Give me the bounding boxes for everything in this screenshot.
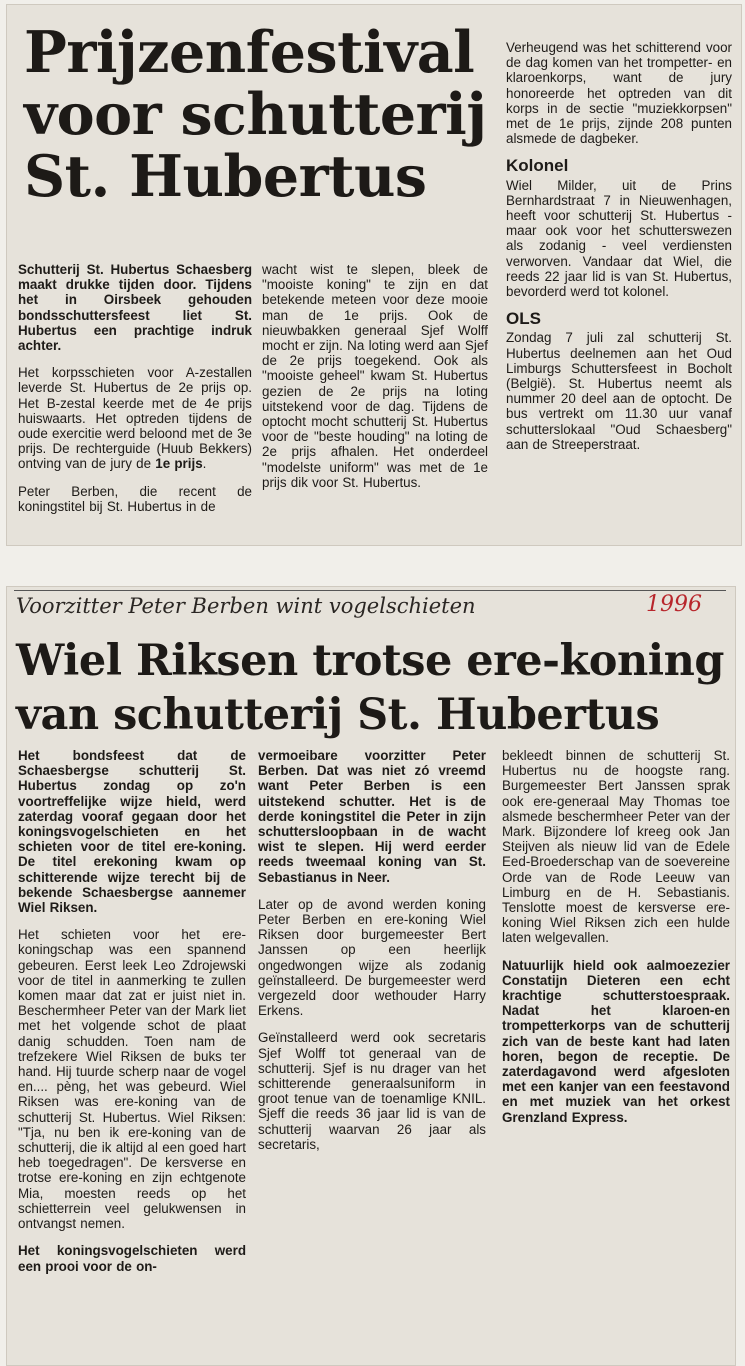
article1-column-1: [18, 262, 252, 526]
article2-column-3: [502, 748, 730, 1137]
newspaper-clipping-1: [6, 4, 742, 546]
kicker-rule: [14, 590, 726, 591]
article2-lead: Het bondsfeest dat de Schaesbergse schutterij St. Hubertus zondag op zo'n voortreffelijke wijze hield, werd zaterdag vooraf gegaan door het koningsvogelschieten en het schieten voor de titel ere-koning. De titel erekoning kwam op schitterende wijze terecht bij de bekende Schaesbergse aannemer Wiel Riksen.: [18, 748, 246, 916]
article2-paragraph-6: Geïnstalleerd werd ook secretaris Sjef Wolff tot generaal van de schutterij. Sjef is nu drager van het schitterende generaalsuniform in groot tenue van de toenamlige KNIL. Sjeff die reeds 36 jaar lid is van de schutterij waarvan 26 jaar als secretaris,: [258, 1030, 486, 1152]
article1-headline: [24, 19, 504, 210]
article2-kicker: Voorzitter Peter Berben wint vogelschieten: [16, 594, 476, 618]
headline-line-1: Prijzenfestival: [24, 19, 475, 86]
headline-line-2: van schutterij St. Hubertus: [16, 690, 660, 740]
article2-paragraph-5: Later op de avond werden koning Peter Berben en ere-koning Wiel Riksen door burgemeester Bert Janssen op een heerlijk ongedwongen wijze als zodanig geïnstalleerd. De burgemeester werd vergezeld door wethouder Harry Erkens.: [258, 896, 486, 1019]
article2-column-2: [258, 748, 486, 1164]
article2-paragraph-8: Natuurlijk hield ook aalmoezezier Constatijn Dieteren een echt krachtige schutterstoespraak. Nadat het klaroen-en trompetterkorps van de schutterij zich van de beste kant had laten horen, begon de receptie. De zaterdagavond werd afgesloten met een kanjer van een feestavond en met muziek van het orkest Grenzland Express.: [502, 957, 730, 1125]
article2-paragraph-7: bekleedt binnen de schutterij St. Hubertus nu de hoogste rang. Burgemeester Bert Janssen sprak ook ere-generaal May Thomas toe alsmede beschermheer Peter van der Mark. Bijzondere lof kreeg ook Jan Steijven als nieuw lid van de Edele Eed-Broederschap van de soevereine Orde van de Rode Leeuw van Limburg en de H. Sebastianis. Tenslotte moest de kersverse ere-koning Wiel Riksen zich een hulde laten welgevallen.: [502, 748, 730, 946]
article1-paragraph-7: Zondag 7 juli zal schutterij St. Hubertus deelnemen aan het Oud Limburgs Schuttersfeest in Bocholt (België). St. Hubertus neemt als nummer 20 deel aan de optocht. De bus vertrekt om 11.30 uur vanaf schutterslokaal "Oud Schaesberg" aan de Streeperstraat.: [506, 330, 732, 452]
article1-lead: Schutterij St. Hubertus Schaesberg maakt drukke tijden door. Tijdens het in Oirsbeek gehouden bondsschuttersfeest liet St. Hubertus een prachtige indruk achter.: [18, 262, 252, 354]
newspaper-clipping-2: [6, 586, 736, 1366]
article1-bold-prize: 1e prijs: [155, 456, 203, 472]
article2-paragraph-3: Het koningsvogelschieten werd een prooi voor de on-: [18, 1243, 246, 1274]
article2-paragraph-2: Het schieten voor het ere-koningschap was een spannend gebeuren. Eerst leek Leo Zdrojewski voor de titel in aanmerking te zullen komen maar dat zat er juist niet in. Beschermheer Peter van der Mark liet met het volgende schot de plaat danig schudden. Toen nam de trefzekere Wiel Riksen de buks ter hand. Hij tuurde scherp naar de vogel en.... pèng, het was gebeurd. Wiel Riksen was ere-koning van de schutterij St. Hubertus. Wiel Riksen: "Tja, nu ben ik ere-koning van de schutterij, die ik altijd al een goed hart heb toegedragen". De kersverse en trotse ere-koning en zijn echtgenote Mia, moesten reeds op het schietterrein veel gelukwensen in ontvangst nemen.: [18, 927, 247, 1232]
article1-column-3: [506, 40, 732, 464]
article2-paragraph-4: vermoeibare voorzitter Peter Berben. Dat was niet zó vreemd want Peter Berben is een uitstekend schutter. Het is de derde koningstitel die Peter in zijn schuttersloopbaan in de wacht wist te slepen. Hij werd eerder reeds tweemaal koning van St. Sebastianus in Neer.: [258, 748, 486, 885]
article1-subheading-ols: OLS: [506, 309, 541, 329]
handwritten-year: 1996: [646, 592, 702, 617]
article1-paragraph-2-text: Het korpsschieten voor A-zestallen leverde St. Hubertus de 2e prijs op. Het B-zestal keerde met de 4e prijs huiswaarts. Het optreden tijdens de oude exercitie werd beloond met de 3e prijs. De rechterguide (Huub Bekkers) ontving van de jury de: [18, 365, 252, 472]
article1-paragraph-3: Peter Berben, die recent de koningstitel bij St. Hubertus in de: [18, 483, 252, 514]
headline-line-2: voor schutterij: [24, 81, 487, 148]
article2-headline: [16, 634, 726, 742]
article1-subheading-kolonel: Kolonel: [506, 156, 569, 176]
article1-column-2: [262, 262, 488, 502]
headline-line-3: St. Hubertus: [24, 143, 427, 210]
article1-paragraph-2-end: .: [202, 456, 207, 472]
headline-line-1: Wiel Riksen trotse ere-koning: [16, 636, 724, 686]
article2-column-1: [18, 748, 246, 1286]
article1-paragraph-5: Verheugend was het schitterend voor de dag komen van het trompetter- en klaroenkorps, want de jury honoreerde het optreden van dit korps in de sectie "muziekkorpsen" met de 1e prijs, zijnde 208 punten alsmede de dagbeker.: [506, 40, 732, 147]
article1-paragraph-6: Wiel Milder, uit de Prins Bernhardstraat 7 in Nieuwenhagen, heeft voor schutterij St. Hubertus - maar ook voor het schutterswezen als zodanig - veel verdiensten verworven. Vandaar dat Wiel, die reeds 22 jaar lid is van St. Hubertus, bevorderd werd tot kolonel.: [506, 177, 732, 300]
article1-paragraph-4: wacht wist te slepen, bleek de "mooiste koning" te zijn en dat betekende meteen voor deze mooie man de 1e prijs. Ook de nieuwbakken generaal Sjef Wolff mocht er zijn. Na loting werd aan Sjef de 2e prijs toegekend. Ook als "mooiste geheel" kwam St. Hubertus gezien de 2e prijs na loting uitstekend voor de dag. Tijdens de optocht mocht schutterij St. Hubertus voor de "beste houding" na loting de 2e prijs afhalen. Het onderdeel "modelste uniform" was met de 1e prijs dik voor St. Hubertus.: [262, 262, 488, 490]
article1-paragraph-2: [18, 365, 252, 471]
